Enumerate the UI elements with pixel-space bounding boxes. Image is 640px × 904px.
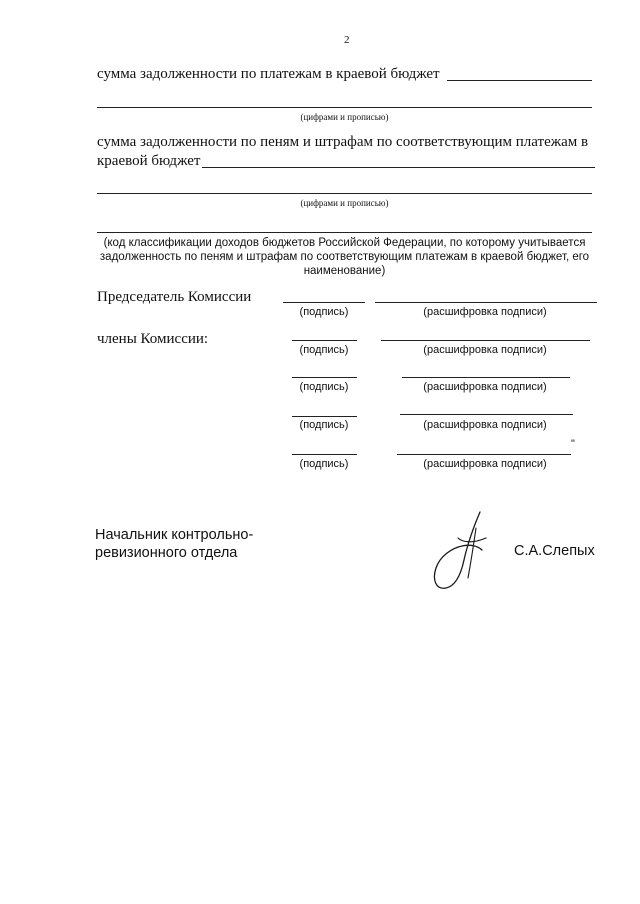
page-number: 2: [344, 34, 350, 46]
chairman-signature-field[interactable]: [283, 302, 365, 303]
members-label: члены Комиссии:: [97, 331, 209, 347]
member2-decoding-field[interactable]: [402, 377, 570, 378]
chairman-label: Председатель Комиссии: [97, 289, 252, 305]
debt-payments-label: сумма задолженности по платежам в краевой бюджет: [97, 66, 440, 82]
classification-caption-line1: (код классификации доходов бюджетов Российской Федерации, по которому учитывается: [103, 237, 586, 249]
classification-caption-line3: наименование): [303, 265, 386, 277]
member2-signature-field[interactable]: [292, 377, 357, 378]
debt-payments-caption: (цифрами и прописью): [300, 112, 389, 122]
chairman-decoding-field[interactable]: [375, 302, 597, 303]
member1-decoding-field[interactable]: [381, 340, 590, 341]
position-title-line1: Начальник контрольно-: [95, 527, 254, 543]
member4-signature-caption: (подпись): [299, 458, 349, 470]
member2-signature-caption: (подпись): [299, 381, 349, 393]
debt-penalties-label-line2: краевой бюджет: [97, 153, 201, 169]
member4-signature-field[interactable]: [292, 454, 357, 455]
debt-penalties-label-line1: сумма задолженности по пеням и штрафам по соответствующим платежам в: [97, 134, 589, 150]
member1-decoding-caption: (расшифровка подписи): [423, 344, 547, 356]
member1-signature-caption: (подпись): [299, 344, 349, 356]
signer-name: С.А.Слепых: [514, 543, 595, 559]
member4-decoding-field[interactable]: [397, 454, 571, 455]
debt-penalties-inline-field[interactable]: [202, 167, 595, 168]
member3-decoding-caption: (расшифровка подписи): [423, 419, 547, 431]
member3-signature-caption: (подпись): [299, 419, 349, 431]
position-title-line2: ревизионного отдела: [95, 545, 238, 561]
debt-penalties-field[interactable]: [97, 193, 592, 194]
member2-decoding-caption: (расшифровка подписи): [423, 381, 547, 393]
debt-payments-inline-field[interactable]: [447, 80, 592, 81]
closing-quote: ": [571, 438, 575, 450]
classification-code-field[interactable]: [97, 232, 592, 233]
handwritten-signature: [428, 508, 492, 594]
debt-penalties-caption: (цифрами и прописью): [300, 198, 389, 208]
classification-caption-line2: задолженность по пеням и штрафам по соответствующим платежам в краевой бюджет, его: [99, 251, 590, 263]
member1-signature-field[interactable]: [292, 340, 357, 341]
member4-decoding-caption: (расшифровка подписи): [423, 458, 547, 470]
member3-signature-field[interactable]: [292, 416, 357, 417]
chairman-signature-caption: (подпись): [299, 306, 349, 318]
debt-payments-field[interactable]: [97, 107, 592, 108]
chairman-decoding-caption: (расшифровка подписи): [423, 306, 547, 318]
member3-decoding-field[interactable]: [400, 414, 573, 415]
